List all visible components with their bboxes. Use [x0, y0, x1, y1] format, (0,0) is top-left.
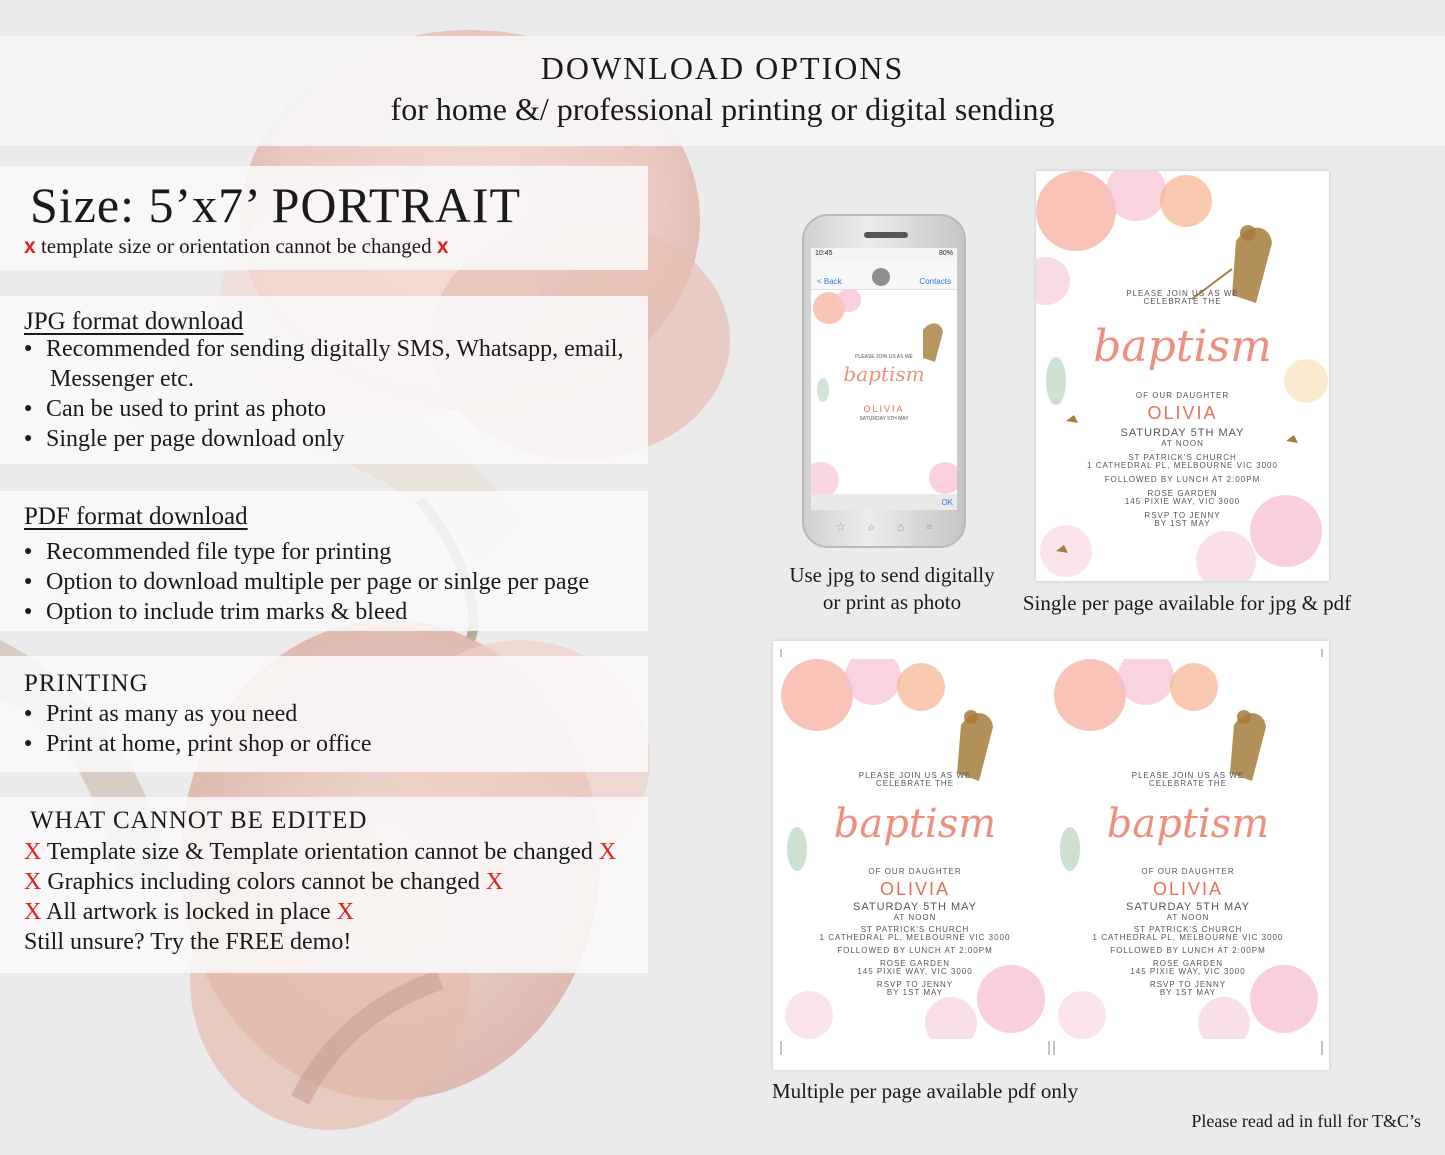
invite-date: SATURDAY 5TH MAY	[859, 416, 909, 422]
phone-contacts-link: Contacts	[919, 277, 951, 286]
menu-icon: ≡	[926, 519, 933, 534]
list-item: ● Single per page download only	[24, 424, 623, 454]
single-invite-card	[1036, 171, 1329, 581]
phone-battery: 80%	[938, 250, 953, 257]
cannot-edit-lines	[24, 837, 616, 957]
phone-mockup	[802, 214, 966, 548]
invite-daughter-text: OF OUR DAUGHTER	[1141, 867, 1235, 876]
invite-venue: ROSE GARDEN	[1152, 959, 1224, 968]
invite-rsvp: RSVP TO JENNY	[1144, 511, 1221, 520]
cannot-edit-text: All artwork is locked in place	[46, 899, 331, 925]
invite-church: ST PATRICK'S CHURCH	[1128, 453, 1237, 462]
size-note	[24, 234, 449, 259]
invite-venue: ROSE GARDEN	[1147, 489, 1218, 498]
invite-daughter-text: OF OUR DAUGHTER	[868, 867, 962, 876]
invite-lunch: FOLLOWED BY LUNCH AT 2:00PM	[1110, 946, 1266, 955]
cannot-edit-text: Template size & Template orientation cannot be changed	[46, 839, 593, 865]
pdf-title: PDF format download	[24, 503, 248, 530]
invite-join-text: PLEASE JOIN US AS WE	[1126, 289, 1239, 298]
jpg-bullet-list	[24, 334, 623, 454]
invite-date: SATURDAY 5TH MAY	[1126, 901, 1250, 913]
invite-venue-address: 145 PIXIE WAY, VIC 3000	[1124, 497, 1241, 506]
size-title: Size: 5’x7’ PORTRAIT	[30, 177, 522, 233]
invite-lunch: FOLLOWED BY LUNCH AT 2:00PM	[837, 946, 993, 955]
invite-venue-address: 145 PIXIE WAY, VIC 3000	[857, 967, 973, 976]
phone-time: 10:45	[815, 250, 833, 257]
phone-send-button: OK	[941, 497, 953, 507]
bullet-text: Recommended for sending digitally SMS, Whatsapp, email,	[46, 336, 624, 362]
invite-date: SATURDAY 5TH MAY	[1120, 427, 1245, 439]
cannot-edit-panel	[0, 797, 648, 973]
page-title: DOWNLOAD OPTIONS	[540, 50, 905, 86]
list-item: ● Option to include trim marks & bleed	[24, 597, 589, 627]
list-item: ● Recommended file type for printing	[24, 537, 589, 567]
list-item: ● Can be used to print as photo	[24, 394, 623, 424]
cannot-edit-text: Graphics including colors cannot be changed	[47, 869, 480, 895]
invite-venue: ROSE GARDEN	[879, 959, 951, 968]
invite-rsvp-by: BY 1ST MAY	[886, 988, 944, 997]
invite-church: ST PATRICK'S CHURCH	[1133, 925, 1243, 934]
invite-name: OLIVIA	[1152, 879, 1224, 899]
size-note-text: template size or orientation cannot be changed	[40, 234, 432, 258]
list-item: ● Print at home, print shop or office	[24, 729, 372, 759]
invite-join-text: CELEBRATE THE	[1148, 779, 1228, 788]
single-caption: Single per page available for jpg & pdf	[1022, 591, 1352, 615]
invite-rsvp: RSVP TO JENNY	[876, 980, 954, 989]
star-icon: ☆	[835, 519, 846, 534]
phone-caption	[772, 562, 1012, 616]
invite-date: SATURDAY 5TH MAY	[853, 901, 977, 913]
invite-time: AT NOON	[1161, 439, 1204, 448]
invite-join-text: PLEASE JOIN US AS WE	[858, 771, 972, 780]
phone-status-bar	[811, 248, 957, 262]
invite-name: OLIVIA	[879, 879, 951, 899]
invite-church: ST PATRICK'S CHURCH	[860, 925, 970, 934]
bullet-text: Messenger etc.	[50, 366, 194, 392]
list-item	[24, 897, 616, 927]
invite-join-text: PLEASE JOIN US AS WE	[1131, 771, 1245, 780]
invite-rsvp-by: BY 1ST MAY	[1154, 519, 1211, 528]
caption-line: Use jpg to send digitally	[789, 563, 995, 587]
invite-time: AT NOON	[1166, 913, 1210, 922]
pdf-panel	[0, 491, 648, 631]
home-icon: ⌂	[896, 519, 905, 534]
red-x-icon: X	[24, 869, 42, 895]
phone-nav-bar	[811, 262, 957, 290]
invite-rsvp-by: BY 1ST MAY	[1159, 988, 1217, 997]
page-subtitle: for home &/ professional printing or digital sending	[390, 91, 1055, 127]
demo-note: Still unsure? Try the FREE demo!	[24, 929, 352, 955]
red-x-icon: x	[436, 235, 449, 258]
phone-message-bar	[811, 494, 957, 510]
caption-line: or print as photo	[822, 590, 962, 614]
size-panel	[0, 166, 648, 270]
list-item: ● Option to download multiple per page or sinlge per page	[24, 567, 589, 597]
red-x-icon: X	[24, 839, 42, 865]
invite-address: 1 CATHEDRAL PL, MELBOURNE VIC 3000	[1087, 461, 1278, 470]
printing-bullet-list	[24, 699, 372, 759]
invite-name: OLIVIA	[863, 404, 905, 414]
red-x-icon: X	[598, 839, 617, 865]
invite-address: 1 CATHEDRAL PL, MELBOURNE VIC 3000	[819, 933, 1011, 942]
jpg-title: JPG format download	[24, 308, 244, 335]
invite-venue-address: 145 PIXIE WAY, VIC 3000	[1130, 967, 1246, 976]
avatar-icon	[872, 268, 890, 286]
list-item: ● Print as many as you need	[24, 699, 372, 729]
red-x-icon: X	[336, 899, 354, 925]
phone-speaker	[864, 232, 908, 238]
jpg-panel	[0, 296, 648, 464]
floral-decoration	[811, 290, 957, 495]
pdf-bullet-list	[24, 537, 589, 627]
cannot-edit-title: WHAT CANNOT BE EDITED	[30, 807, 368, 834]
trim-marks	[773, 641, 1329, 1070]
invite-script-title: baptism	[833, 801, 997, 847]
phone-screen	[811, 248, 957, 510]
printing-title: PRINTING	[24, 670, 149, 697]
phone-back-link: < Back	[817, 277, 842, 286]
multi-caption: Multiple per page available pdf only	[772, 1079, 1079, 1103]
phone-home-icons	[824, 516, 944, 538]
list-item	[24, 867, 616, 897]
invite-rsvp: RSVP TO JENNY	[1149, 980, 1227, 989]
red-x-icon: X	[24, 899, 42, 925]
invite-script-title: baptism	[1106, 801, 1270, 847]
invite-time: AT NOON	[893, 913, 937, 922]
printing-panel	[0, 656, 648, 772]
invite-join-text: CELEBRATE THE	[875, 779, 955, 788]
list-item	[24, 334, 623, 394]
multi-invite-sheet	[773, 641, 1329, 1070]
invite-name: OLIVIA	[1147, 403, 1218, 423]
invite-lunch: FOLLOWED BY LUNCH AT 2:00PM	[1104, 475, 1261, 484]
invite-address: 1 CATHEDRAL PL, MELBOURNE VIC 3000	[1092, 933, 1284, 942]
red-x-icon: x	[24, 235, 36, 258]
invite-daughter-text: OF OUR DAUGHTER	[1135, 391, 1230, 400]
header-band	[0, 36, 1445, 146]
list-item	[24, 837, 616, 867]
invite-script-title: baptism	[1093, 321, 1272, 372]
phone-invite-image	[811, 290, 957, 495]
invite-script-title: baptism	[843, 362, 925, 386]
footer-note: Please read ad in full for T&C’s	[1191, 1111, 1421, 1131]
search-icon: ⌕	[867, 519, 875, 534]
invite-join-text: CELEBRATE THE	[1143, 297, 1222, 306]
red-x-icon: X	[485, 869, 504, 895]
invite-join-text: PLEASE JOIN US AS WE	[855, 354, 913, 360]
